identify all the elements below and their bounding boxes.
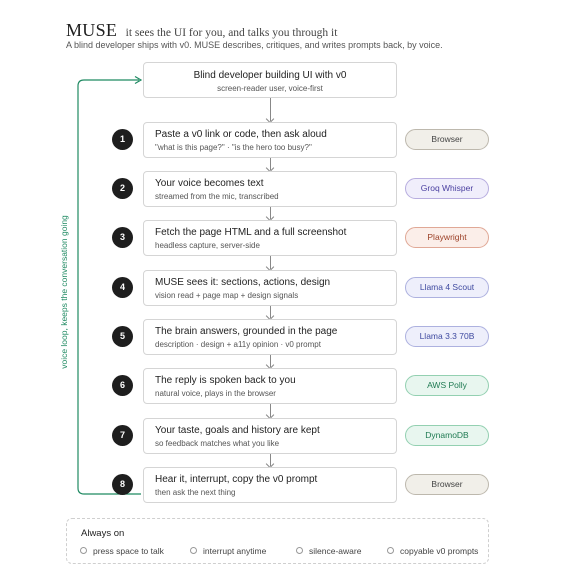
option-label: interrupt anytime	[203, 546, 267, 556]
tagline: it sees the UI for you, and talks you through it	[125, 27, 338, 39]
step-card	[143, 270, 397, 306]
step-card	[143, 171, 397, 207]
step-number: 3	[112, 227, 133, 248]
step-title: The brain answers, grounded in the page	[155, 326, 338, 337]
step-card	[143, 418, 397, 454]
flow-arrow	[270, 355, 271, 367]
step-title: The reply is spoken back to you	[155, 375, 296, 386]
step-title: Hear it, interrupt, copy the v0 prompt	[155, 474, 318, 485]
step-number: 7	[112, 425, 133, 446]
tool-badge: Llama 4 Scout	[405, 277, 489, 298]
step-title: Paste a v0 link or code, then ask aloud	[155, 129, 327, 140]
step-number: 5	[112, 326, 133, 347]
option-label: copyable v0 prompts	[400, 546, 479, 556]
step-title: Fetch the page HTML and a full screenshot	[155, 227, 347, 238]
step-number: 6	[112, 375, 133, 396]
step-subtitle: description · design + a11y opinion · v0 prompt	[155, 340, 321, 349]
circle-icon	[387, 547, 394, 554]
step-subtitle: "what is this page?" · "is the hero too busy?"	[155, 143, 312, 152]
option-label: press space to talk	[93, 546, 164, 556]
step-subtitle: so feedback matches what you like	[155, 439, 280, 448]
step-number: 2	[112, 178, 133, 199]
voice-loop-label: voice loop, keeps the conversation going	[59, 215, 69, 369]
tool-badge: Playwright	[405, 227, 489, 248]
step-number: 4	[112, 277, 133, 298]
step-title: MUSE sees it: sections, actions, design	[155, 277, 331, 288]
step-subtitle: natural voice, plays in the browser	[155, 389, 276, 398]
tool-badge: AWS Polly	[405, 375, 489, 396]
tool-badge: Browser	[405, 129, 489, 150]
always-on-option	[387, 546, 478, 556]
flow-arrow	[270, 454, 271, 466]
step-subtitle: streamed from the mic, transcribed	[155, 192, 279, 201]
brand-title: MUSE	[66, 20, 118, 40]
voice-loop-arrowhead	[135, 77, 141, 84]
flow-arrow	[270, 404, 271, 417]
circle-icon	[80, 547, 87, 554]
tool-badge: DynamoDB	[405, 425, 489, 446]
step-card	[143, 319, 397, 355]
step-number: 8	[112, 474, 133, 495]
step-card	[143, 368, 397, 404]
step-title: Your taste, goals and history are kept	[155, 425, 320, 436]
tool-badge: Groq Whisper	[405, 178, 489, 199]
always-on-panel	[66, 518, 489, 564]
header	[66, 20, 546, 41]
subtitle: A blind developer ships with v0. MUSE describes, critiques, and writes prompts back, by voice.	[66, 40, 443, 50]
always-on-option	[296, 546, 361, 556]
tool-badge: Llama 3.3 70B	[405, 326, 489, 347]
top-box	[143, 62, 397, 98]
step-number: 1	[112, 129, 133, 150]
option-label: silence-aware	[309, 546, 362, 556]
flow-arrow	[270, 207, 271, 219]
circle-icon	[190, 547, 197, 554]
flow-arrow	[270, 98, 271, 121]
always-on-option	[190, 546, 266, 556]
top-box-subtitle: screen-reader user, voice-first	[217, 84, 323, 93]
step-card	[143, 220, 397, 256]
flow-arrow	[270, 306, 271, 318]
step-card	[143, 467, 397, 503]
top-box-title: Blind developer building UI with v0	[193, 70, 347, 81]
step-subtitle: headless capture, server-side	[155, 241, 260, 250]
always-on-title: Always on	[81, 528, 125, 539]
step-card	[143, 122, 397, 158]
circle-icon	[296, 547, 303, 554]
step-subtitle: then ask the next thing	[155, 488, 236, 497]
flow-arrow	[270, 256, 271, 269]
step-subtitle: vision read + page map + design signals	[155, 291, 299, 300]
always-on-option	[80, 546, 164, 556]
step-title: Your voice becomes text	[155, 178, 264, 189]
tool-badge: Browser	[405, 474, 489, 495]
flow-arrow	[270, 158, 271, 170]
